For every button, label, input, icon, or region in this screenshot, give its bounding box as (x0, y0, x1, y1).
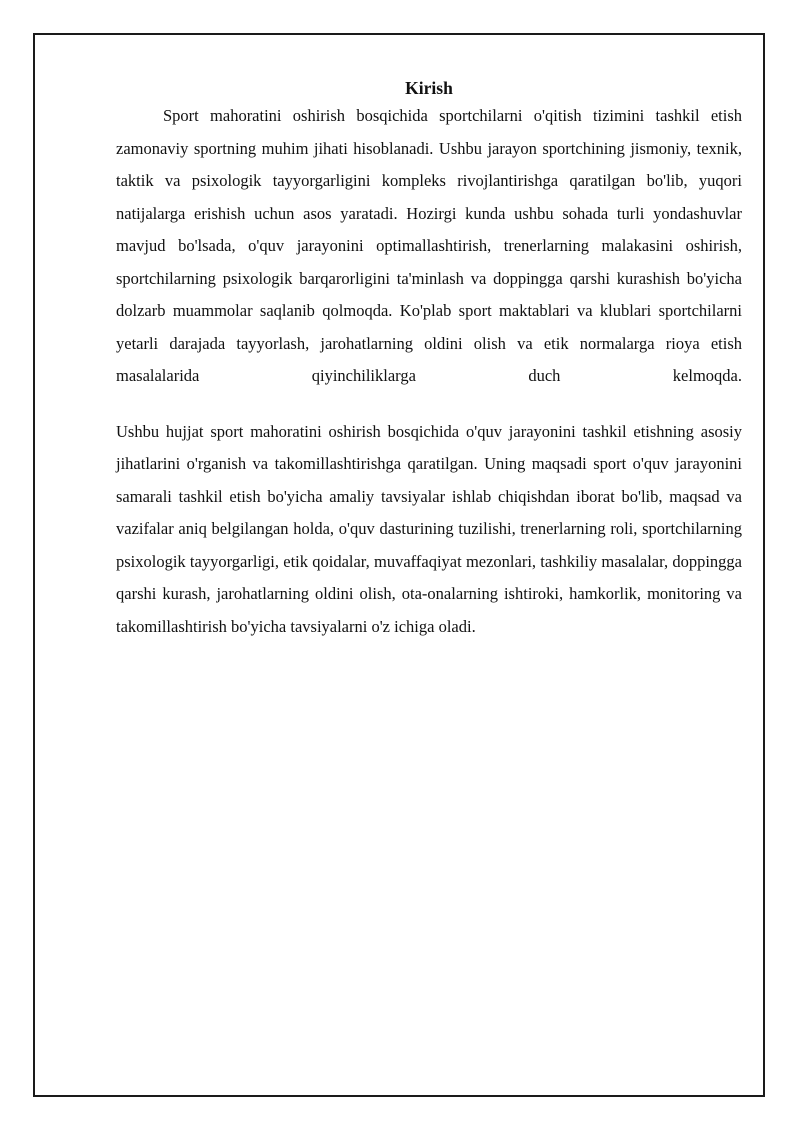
intro-paragraph-2: Ushbu hujjat sport mahoratini oshirish bosqichida o'quv jarayonini tashkil etishning asosiy jihatlarini o'rganish va takomillashtirishga qaratilgan. Uning maqsadi sport o'quv jarayonini samarali tashkil etish bo'yicha amaliy tavsiyalar ishlab chiqishdan iborat bo'lib, maqsad va vazifalar aniq belgilangan holda, o'quv dasturining tuzilishi, trenerlarning roli, sportchilarning psixologik tayyorgarligi, etik qoidalar, muvaffaqiyat mezonlari, tashkiliy masalalar, doppingga qarshi kurash, jarohatlarning oldini olish, ota-onalarning ishtiroki, hamkorlik, monitoring va takomillashtirish bo'yicha tavsiyalarni o'z ichiga oladi. (116, 421, 742, 636)
document-title: Kirish (405, 78, 453, 98)
intro-paragraph-1: Sport mahoratini oshirish bosqichida sportchilarni o'qitish tizimini tashkil etish zamonaviy sportning muhim jihati hisoblanadi. Ushbu jarayon sportchining jismoniy, texnik, taktik va psixologik tayyorgarligini kompleks rivojlantirishga qaratilgan bo'lib, yuqori natijalarga erishish uchun asos yaratadi. Hozirgi kunda ushbu sohada turli yondashuvlar mavjud bo'lsada, o'quv jarayonini optimallashtirish, trenerlarning malakasini oshirish, sportchilarning psixologik barqarorligini ta'minlash va doppingga qarshi kurashish bo'yicha dolzarb muammolar saqlanib qolmoqda. Ko'plab sport maktablari va klublari sportchilarni yetarli darajada tayyorlash, jarohatlarning oldini olish va etik normalarga rioya etish masalalarida qiyinchiliklarga duch kelmoqda. (116, 106, 742, 385)
document-body (116, 76, 742, 643)
